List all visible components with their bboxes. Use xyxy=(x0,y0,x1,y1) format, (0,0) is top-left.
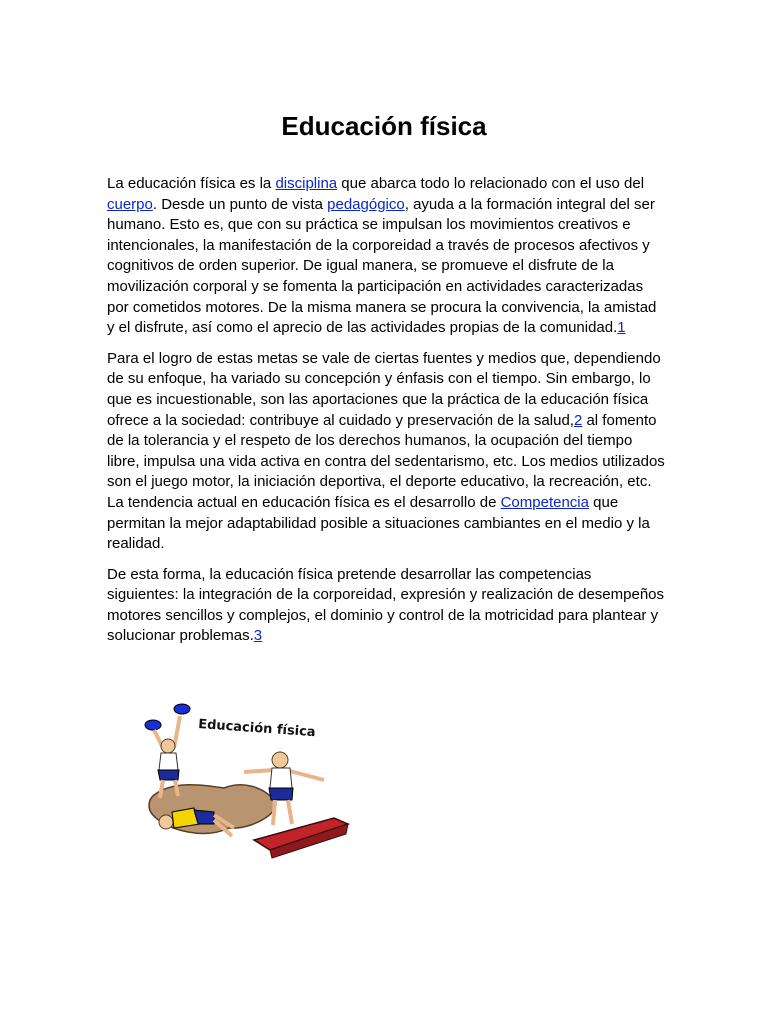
educacion-fisica-illustration xyxy=(134,700,364,860)
text-segment: que abarca todo lo relacionado con el uso del xyxy=(337,175,645,192)
link-pedagogico[interactable]: pedagógico xyxy=(327,195,405,213)
link-competencia[interactable]: Competencia xyxy=(500,493,589,511)
text-segment: Para el logro de estas metas se vale de ciertas fuentes y medios que, dependiendo de su enfoque, ha variado su concepción y énfasis con el tiempo. Sin embargo, lo que es incuestionable, son las aportaciones que la práctica de la educación física ofrece a la sociedad: contribuye al cuidado y preservación de la salud, xyxy=(107,349,661,429)
text-segment: , ayuda a la formación integral del ser humano. Esto es, que con su práctica se impulsan los movimientos creativos e intencionales, la manifestación de la corporeidad a través de procesos afectivos y cognitivos de orden superior. De igual manera, se promueve el disfrute de la movilización corporal y se fomenta la participación en actividades caracterizadas por cometidos motores. De la misma manera se procura la convivencia, la amistad y el disfrute, así como el aprecio de las actividades propias de la comunidad. xyxy=(107,195,657,337)
paragraph-1 xyxy=(107,174,667,339)
reference-link-1[interactable]: 1 xyxy=(617,319,626,337)
ball-icon xyxy=(145,720,161,730)
text-segment: De esta forma, la educación física pretende desarrollar las competencias siguientes: la integración de la corporeidad, expresión y realización de desempeños motores sencillos y complejos, el dominio y control de la motricidad para plantear y solucionar problemas. xyxy=(107,565,665,645)
paragraph-3 xyxy=(107,565,667,647)
article-body xyxy=(107,174,667,657)
reference-link-3[interactable]: 3 xyxy=(253,627,263,645)
link-disciplina[interactable]: disciplina xyxy=(275,175,338,192)
link-cuerpo[interactable]: cuerpo xyxy=(107,195,153,213)
paragraph-2 xyxy=(107,349,667,555)
ball-icon xyxy=(174,704,190,714)
reference-link-2[interactable]: 2 xyxy=(573,411,583,429)
illustration-label: Educación física xyxy=(197,717,317,741)
page-title: Educación física xyxy=(281,111,487,142)
text-segment: La educación física es la xyxy=(107,175,276,192)
text-segment: al fomento de la tolerancia y el respeto de los derechos humanos, la ocupación del tiempo libre, impulsa una vida activa en contra del sedentarismo, etc. Los medios utilizados son el juego motor, la iniciación deportiva, el deporte educativo, la recreación, etc. La tendencia actual en educación física es el desarrollo de xyxy=(107,411,665,511)
text-segment: que permitan la mejor adaptabilidad posible a situaciones cambiantes en el medio y la realidad. xyxy=(107,493,650,553)
illustration-drawing xyxy=(134,700,364,860)
text-segment: . Desde un punto de vista xyxy=(152,195,328,213)
